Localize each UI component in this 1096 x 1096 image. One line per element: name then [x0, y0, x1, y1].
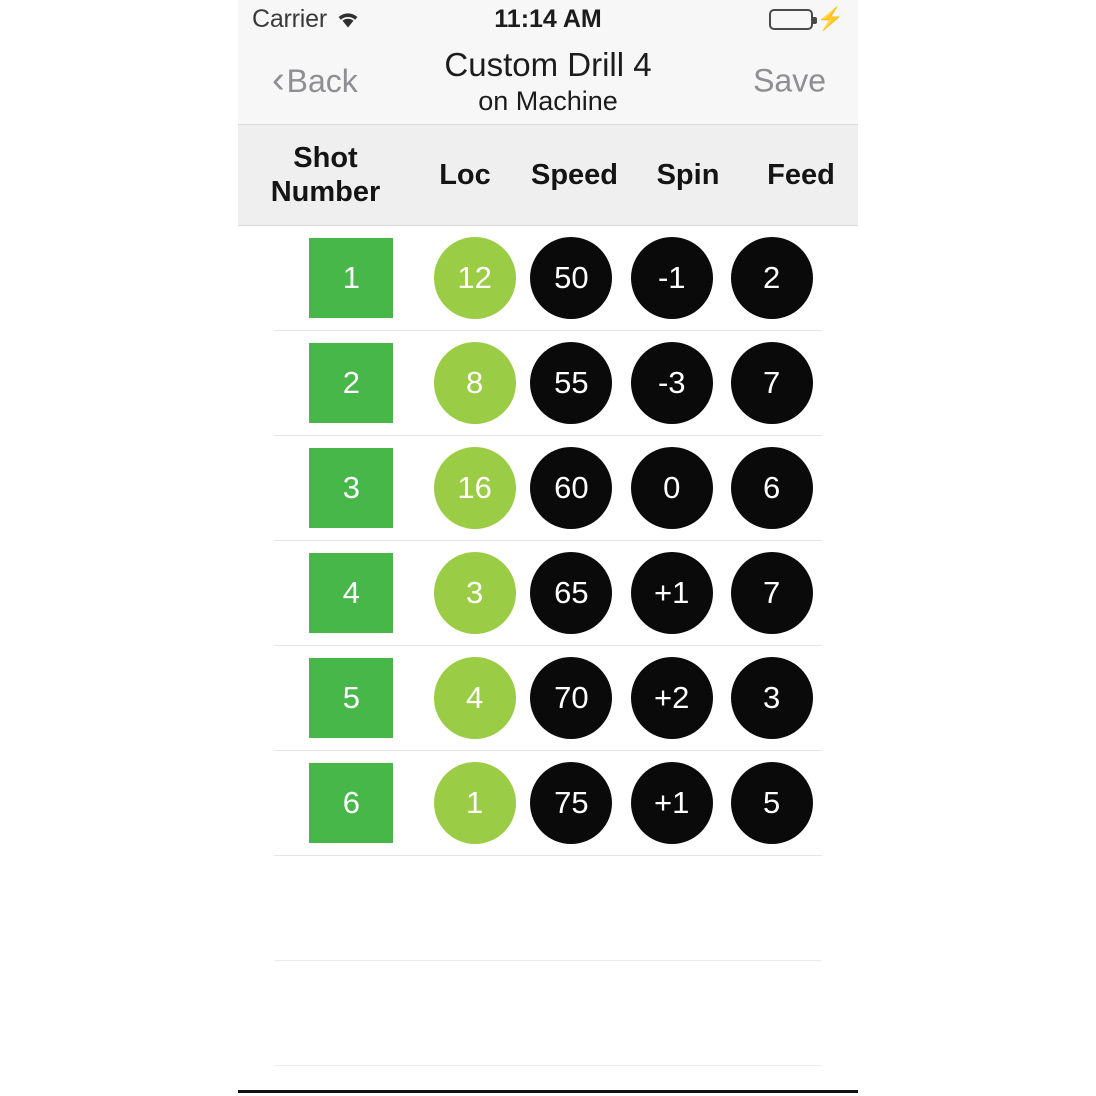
- cell-feed[interactable]: [721, 657, 822, 739]
- cell-loc[interactable]: [429, 657, 521, 739]
- status-bar-left: [252, 5, 361, 34]
- chevron-left-icon: ‹: [272, 59, 285, 101]
- column-header-shot-number: [238, 141, 413, 209]
- save-button[interactable]: Save: [753, 62, 826, 99]
- table-row[interactable]: [274, 751, 822, 856]
- cell-spin[interactable]: [622, 237, 721, 319]
- column-header-shot-line1: Shot: [293, 141, 358, 174]
- cell-speed[interactable]: [521, 447, 623, 529]
- empty-row[interactable]: [274, 961, 822, 1066]
- bolt-icon: ⚡: [816, 6, 844, 31]
- loc-badge: 1: [434, 762, 516, 844]
- cell-shot-number[interactable]: [274, 343, 429, 423]
- spin-badge: +1: [631, 552, 713, 634]
- cell-speed[interactable]: [521, 762, 623, 844]
- spin-badge: 0: [631, 447, 713, 529]
- cell-feed[interactable]: [721, 762, 822, 844]
- cell-spin[interactable]: [622, 552, 721, 634]
- loc-badge: 8: [434, 342, 516, 424]
- feed-badge: 5: [731, 762, 813, 844]
- column-header-spin: Spin: [656, 158, 720, 191]
- column-header-loc: Loc: [439, 158, 491, 191]
- cell-loc[interactable]: [429, 552, 521, 634]
- cell-speed[interactable]: [521, 552, 623, 634]
- cell-feed[interactable]: [721, 552, 822, 634]
- speed-badge: 60: [530, 447, 612, 529]
- shot-number-badge: 6: [309, 763, 393, 843]
- bottom-divider: [238, 1090, 858, 1093]
- column-header-speed: Speed: [530, 158, 619, 191]
- shot-number-badge: 2: [309, 343, 393, 423]
- shot-number-badge: 3: [309, 448, 393, 528]
- status-bar-right: [769, 8, 844, 30]
- spin-badge: +2: [631, 657, 713, 739]
- shot-number-badge: 4: [309, 553, 393, 633]
- spin-badge: -3: [631, 342, 713, 424]
- loc-badge: 16: [434, 447, 516, 529]
- table-row[interactable]: [274, 331, 822, 436]
- cell-loc[interactable]: [429, 447, 521, 529]
- column-header-shot-line2: Number: [270, 176, 381, 208]
- speed-badge: 55: [530, 342, 612, 424]
- wifi-icon: [335, 9, 361, 29]
- empty-row[interactable]: [274, 856, 822, 961]
- cell-feed[interactable]: [721, 237, 822, 319]
- status-time: 11:14 AM: [494, 4, 602, 33]
- loc-badge: 3: [434, 552, 516, 634]
- status-bar: [238, 0, 858, 38]
- cell-feed[interactable]: [721, 447, 822, 529]
- feed-badge: 2: [731, 237, 813, 319]
- shot-number-badge: 1: [309, 238, 393, 318]
- battery-icon: [769, 9, 813, 30]
- speed-badge: 50: [530, 237, 612, 319]
- shot-number-badge: 5: [309, 658, 393, 738]
- table-row[interactable]: [274, 646, 822, 751]
- table-row[interactable]: [274, 541, 822, 646]
- cell-shot-number[interactable]: [274, 448, 429, 528]
- feed-badge: 7: [731, 552, 813, 634]
- feed-badge: 3: [731, 657, 813, 739]
- cell-speed[interactable]: [521, 657, 623, 739]
- table-row[interactable]: [274, 226, 822, 331]
- loc-badge: 4: [434, 657, 516, 739]
- cell-loc[interactable]: [429, 237, 521, 319]
- shot-list: [238, 226, 858, 1096]
- table-row[interactable]: [274, 436, 822, 541]
- navigation-bar: [238, 38, 858, 125]
- loc-badge: 12: [434, 237, 516, 319]
- back-button-label: Back: [286, 62, 358, 99]
- speed-badge: 70: [530, 657, 612, 739]
- phone-screen: [238, 0, 858, 1096]
- cell-shot-number[interactable]: [274, 763, 429, 843]
- cell-feed[interactable]: [721, 342, 822, 424]
- table-header: [238, 125, 858, 226]
- cell-loc[interactable]: [429, 342, 521, 424]
- cell-spin[interactable]: [622, 762, 721, 844]
- page-subtitle: on Machine: [478, 86, 618, 117]
- cell-speed[interactable]: [521, 237, 623, 319]
- speed-badge: 65: [530, 552, 612, 634]
- speed-badge: 75: [530, 762, 612, 844]
- cell-shot-number[interactable]: [274, 658, 429, 738]
- carrier-label: Carrier: [252, 4, 327, 33]
- cell-shot-number[interactable]: [274, 238, 429, 318]
- feed-badge: 7: [731, 342, 813, 424]
- spin-badge: +1: [631, 762, 713, 844]
- column-header-feed: Feed: [767, 158, 835, 191]
- cell-speed[interactable]: [521, 342, 623, 424]
- back-button[interactable]: [272, 59, 358, 101]
- cell-shot-number[interactable]: [274, 553, 429, 633]
- feed-badge: 6: [731, 447, 813, 529]
- cell-loc[interactable]: [429, 762, 521, 844]
- page-title: Custom Drill 4: [444, 46, 652, 84]
- cell-spin[interactable]: [622, 447, 721, 529]
- cell-spin[interactable]: [622, 657, 721, 739]
- cell-spin[interactable]: [622, 342, 721, 424]
- spin-badge: -1: [631, 237, 713, 319]
